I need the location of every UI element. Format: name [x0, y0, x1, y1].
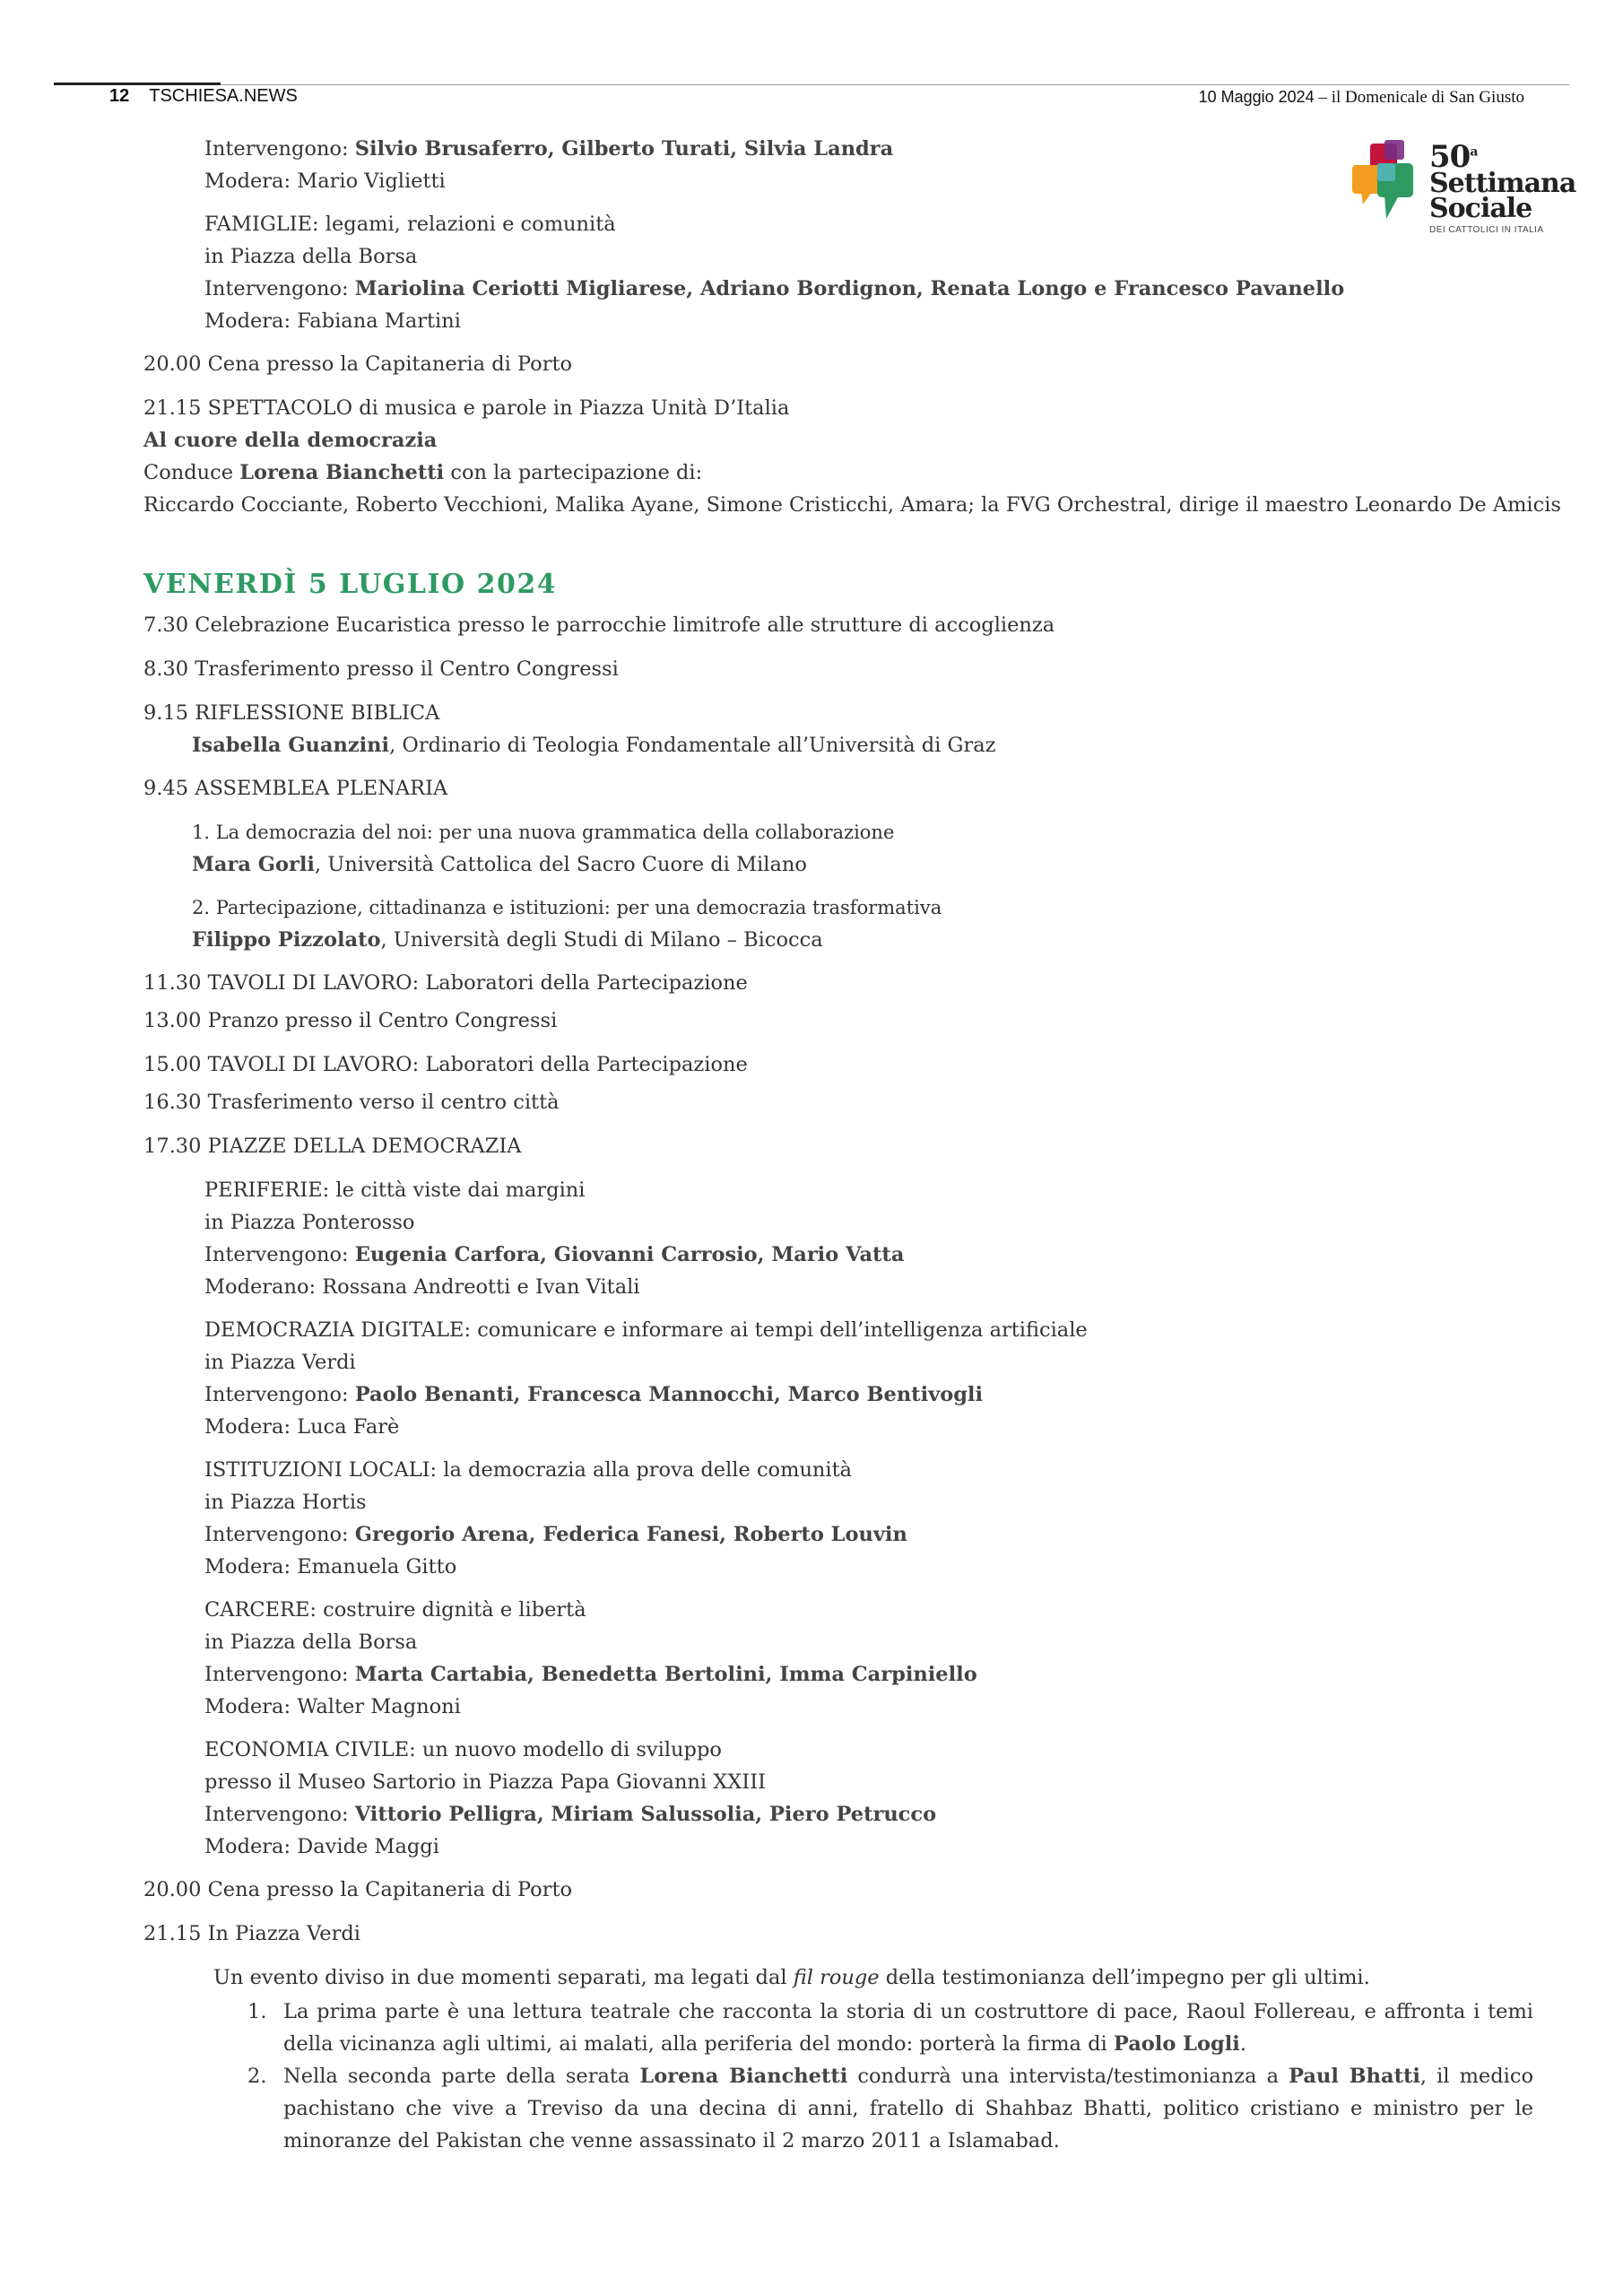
logo-line-settimana: Settimana: [1429, 168, 1576, 199]
day-heading: VENERDÌ 5 LUGLIO 2024: [143, 569, 558, 600]
show-artists: Riccardo Cocciante, Roberto Vecchioni, Malika Ayane, Simone Cristicchi, Amara; la FVG Orchestral, dirige il maestro Leonardo De Amicis: [143, 493, 1561, 517]
site-name[interactable]: TSCHIESA.NEWS: [149, 86, 298, 106]
moderator: Modera: Fabiana Martini: [204, 309, 461, 333]
header-rule-accent: [54, 83, 221, 85]
speaker: Isabella Guanzini: [192, 734, 390, 757]
session-place: in Piazza della Borsa: [204, 245, 418, 268]
header-right: 10 Maggio 2024 – il Domenicale di San Giusto: [1198, 88, 1524, 107]
schedule-item: 13.00 Pranzo presso il Centro Congressi: [143, 1009, 558, 1032]
program-content: [143, 133, 1561, 2157]
schedule-item: 8.30 Trasferimento presso il Centro Congressi: [143, 657, 619, 681]
piazza-session-periferie: PERIFERIE: le città viste dai margini in Piazza Ponterosso Intervengono: Eugenia Carfora, Giovanni Carrosio, Mario Vatta Moderano: Rossana Andreotti e Ivan Vitali: [204, 1178, 905, 1299]
header-rule: [221, 84, 1569, 85]
event-intro: Un evento diviso in due momenti separati, ma legati dal fil rouge della testimonianza dell’impegno per gli ultimi.: [213, 1966, 1370, 1989]
show-title: 21.15 SPETTACOLO di musica e parole in Piazza Unità D’Italia: [143, 396, 790, 420]
logo-line-sociale: Sociale: [1429, 193, 1532, 224]
schedule-item: 21.15 In Piazza Verdi: [143, 1922, 360, 1945]
list-item: 1. La prima parte è una lettura teatrale che racconta la storia di un costruttore di pace, Raoul Follereau, e affronta i temi della vicinanza agli ultimi, ai malati, alla periferia del mondo: porterà la firma di Paolo Logli.: [247, 2000, 1533, 2056]
show-subtitle: Al cuore della democrazia: [143, 429, 438, 452]
schedule-item: 7.30 Celebrazione Eucaristica presso le parrocchie limitrofe alle strutture di accoglienza: [143, 613, 1055, 637]
speakers: Mariolina Ceriotti Migliarese, Adriano Bordignon, Renata Longo e Francesco Pavanello: [354, 277, 1345, 300]
session-block: Intervengono: Silvio Brusaferro, Gilberto Turati, Silvia Landra Modera: Mario Viglietti: [143, 133, 1542, 197]
session-title: FAMIGLIE: legami, relazioni e comunità: [204, 213, 616, 236]
talk-title: 2. Partecipazione, cittadinanza e istituzioni: per una democrazia trasformativa: [192, 897, 942, 918]
session-block-famiglie: FAMIGLIE: legami, relazioni e comunità in Piazza della Borsa Intervengono: Mariolina Ceriotti Migliarese, Adriano Bordignon, Renata Longo e Francesco Pavanello Modera: Fabiana Martini: [143, 208, 1542, 337]
piazza-session-carcere: CARCERE: costruire dignità e libertà in Piazza della Borsa Intervengono: Marta Cartabia, Benedetta Bertolini, Imma Carpiniello Modera: Walter Magnoni: [204, 1598, 977, 1718]
page-number: 12: [109, 86, 130, 106]
schedule-item: 15.00 TAVOLI DI LAVORO: Laboratori della Partecipazione: [143, 1053, 748, 1076]
logo-subtitle: DEI CATTOLICI IN ITALIA: [1429, 225, 1544, 235]
header-left: [109, 86, 298, 107]
schedule-item: 17.30 PIAZZE DELLA DEMOCRAZIA: [143, 1135, 522, 1158]
moderator: Modera: Mario Viglietti: [204, 170, 446, 193]
piazza-session-istituzioni: ISTITUZIONI LOCALI: la democrazia alla prova delle comunità in Piazza Hortis Intervengono: Gregorio Arena, Federica Fanesi, Roberto Louvin Modera: Emanuela Gitto: [204, 1458, 907, 1578]
show-host: Lorena Bianchetti: [239, 461, 445, 484]
issue-date: 10 Maggio 2024: [1198, 88, 1315, 106]
list-item: 2. Nella seconda parte della serata Lorena Bianchetti condurrà una intervista/testimonianza a Paul Bhatti, il medico pachistano che vive a Treviso da una decina di anni, fratello di Shahbaz Bhatti, politico cristiano e ministro per le minoranze del Pakistan che venne assassinato il 2 marzo 2011 a Islamabad.: [247, 2065, 1533, 2152]
event-list: [143, 1996, 1542, 2157]
schedule-item: 20.00 Cena presso la Capitaneria di Porto: [143, 352, 573, 376]
speakers: Silvio Brusaferro, Gilberto Turati, Silvia Landra: [354, 137, 894, 161]
biblical-reflection: 9.15 RIFLESSIONE BIBLICA Isabella Guanzini, Ordinario di Teologia Fondamentale all’Università di Graz: [143, 701, 996, 757]
schedule-item: 9.45 ASSEMBLEA PLENARIA: [143, 777, 448, 800]
speaker: Mara Gorli: [192, 853, 315, 876]
schedule-item: 11.30 TAVOLI DI LAVORO: Laboratori della Partecipazione: [143, 971, 748, 995]
show-block: 21.15 SPETTACOLO di musica e parole in Piazza Unità D’Italia Al cuore della democrazia Conduce Lorena Bianchetti con la partecipazione di: Riccardo Cocciante, Roberto Vecchioni, Malika Ayane, Simone Cristicchi, Amara; la FVG Orchestral, dirige il maestro Leonardo De Amicis: [143, 392, 1542, 521]
schedule-item: 16.30 Trasferimento verso il centro città: [143, 1091, 560, 1114]
plenary-talk: 1. La democrazia del noi: per una nuova grammatica della collaborazione Mara Gorli, Università Cattolica del Sacro Cuore di Milano: [143, 816, 1542, 881]
schedule-item: 20.00 Cena presso la Capitaneria di Porto: [143, 1878, 573, 1901]
piazza-session-economia: ECONOMIA CIVILE: un nuovo modello di sviluppo presso il Museo Sartorio in Piazza Papa Giovanni XXIII Intervengono: Vittorio Pelligra, Miriam Salussolia, Piero Petrucco Modera: Davide Maggi: [204, 1738, 937, 1858]
piazza-session-digitale: DEMOCRAZIA DIGITALE: comunicare e informare ai tempi dell’intelligenza artificiale in Piazza Verdi Intervengono: Paolo Benanti, Francesca Mannocchi, Marco Bentivogli Modera: Luca Farè: [204, 1318, 1088, 1439]
plenary-talk: 2. Partecipazione, cittadinanza e istituzioni: per una democrazia trasformativa Filippo Pizzolato, Università degli Studi di Milano – Bicocca: [143, 891, 1542, 956]
settimana-sociale-logo: 50$^a$ Settimana Sociale DEI CATTOLICI IN ITALIA: [1350, 140, 1584, 230]
talk-title: 1. La democrazia del noi: per una nuova grammatica della collaborazione: [192, 822, 895, 843]
publication-name: il Domenicale di San Giusto: [1331, 88, 1524, 107]
speaker: Filippo Pizzolato: [192, 928, 381, 952]
